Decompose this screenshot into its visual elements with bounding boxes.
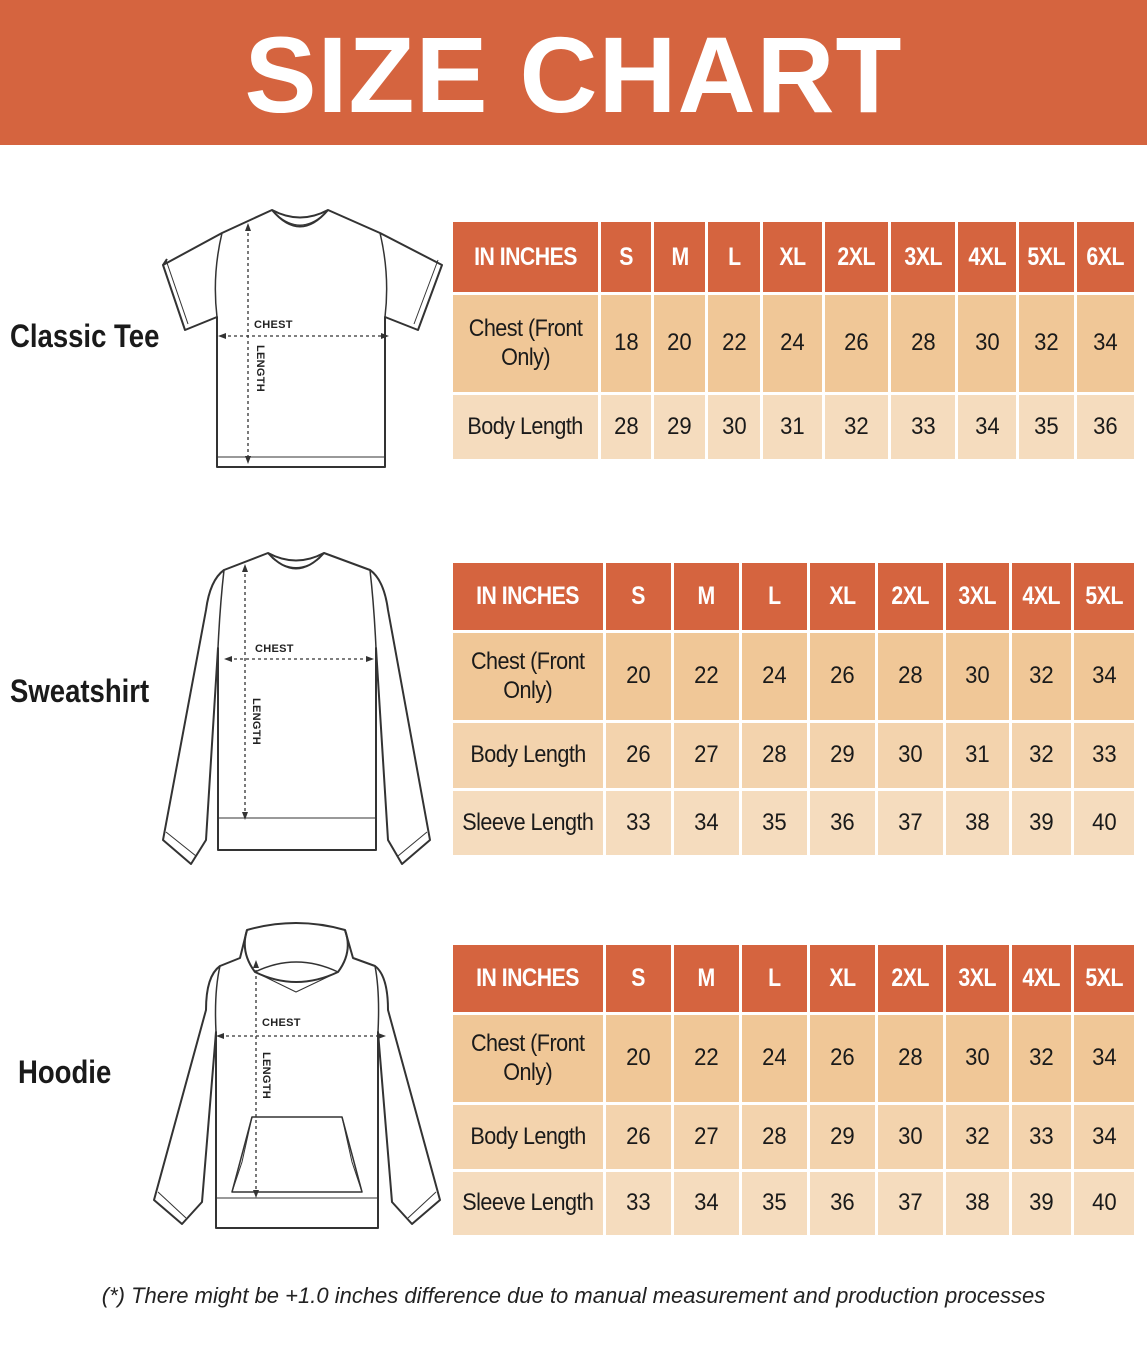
column-header-size: 5XL bbox=[1019, 222, 1073, 292]
table-cell: 34 bbox=[674, 1172, 739, 1235]
table-cell: 34 bbox=[1074, 1105, 1134, 1169]
table-cell: 38 bbox=[946, 791, 1009, 855]
column-header-size: XL bbox=[810, 563, 875, 630]
table-cell: 33 bbox=[606, 1172, 671, 1235]
length-label: LENGTH bbox=[254, 345, 266, 393]
table-cell: 22 bbox=[674, 1015, 739, 1102]
table-cell: 28 bbox=[601, 395, 651, 459]
table-cell: 36 bbox=[810, 1172, 875, 1235]
table-cell: 36 bbox=[1077, 395, 1135, 459]
table-cell: 20 bbox=[606, 1015, 671, 1102]
table-cell: 30 bbox=[878, 723, 943, 788]
table-header-row bbox=[453, 563, 1134, 630]
table-cell: 34 bbox=[958, 395, 1016, 459]
column-header-size: L bbox=[742, 945, 807, 1012]
row-label: Sleeve Length bbox=[453, 1172, 603, 1235]
column-header-size: S bbox=[606, 945, 671, 1012]
table-cell: 26 bbox=[810, 1015, 875, 1102]
table-cell: 24 bbox=[742, 1015, 807, 1102]
table-row bbox=[453, 1172, 1134, 1235]
column-header-size: 5XL bbox=[1074, 945, 1134, 1012]
sweatshirt-size-table bbox=[450, 560, 1137, 858]
table-cell: 18 bbox=[601, 295, 651, 392]
table-cell: 30 bbox=[946, 1015, 1009, 1102]
column-header-unit: IN INCHES bbox=[453, 563, 603, 630]
column-header-size: M bbox=[674, 945, 739, 1012]
table-row bbox=[453, 633, 1134, 720]
length-label: LENGTH bbox=[260, 1052, 272, 1100]
column-header-size: L bbox=[742, 563, 807, 630]
column-header-size: S bbox=[601, 222, 651, 292]
table-cell: 32 bbox=[1012, 1015, 1071, 1102]
table-cell: 30 bbox=[958, 295, 1016, 392]
table-cell: 26 bbox=[606, 723, 671, 788]
table-cell: 24 bbox=[742, 633, 807, 720]
table-cell: 38 bbox=[946, 1172, 1009, 1235]
column-header-size: XL bbox=[763, 222, 821, 292]
table-cell: 22 bbox=[708, 295, 760, 392]
table-cell: 30 bbox=[878, 1105, 943, 1169]
table-row bbox=[453, 295, 1134, 392]
classic-tee-size-table bbox=[450, 219, 1137, 462]
table-row bbox=[453, 791, 1134, 855]
table-cell: 26 bbox=[825, 295, 888, 392]
table-cell: 27 bbox=[674, 1105, 739, 1169]
table-cell: 26 bbox=[810, 633, 875, 720]
column-header-size: 5XL bbox=[1074, 563, 1134, 630]
column-header-size: 6XL bbox=[1077, 222, 1135, 292]
column-header-size: L bbox=[708, 222, 760, 292]
row-label: Sleeve Length bbox=[453, 791, 603, 855]
column-header-size: 2XL bbox=[825, 222, 888, 292]
row-label: Chest (Front Only) bbox=[453, 1015, 603, 1102]
hoodie-size-table bbox=[450, 942, 1137, 1238]
table-cell: 28 bbox=[878, 633, 943, 720]
column-header-size: S bbox=[606, 563, 671, 630]
column-header-size: M bbox=[654, 222, 704, 292]
table-cell: 36 bbox=[810, 791, 875, 855]
table-cell: 33 bbox=[1012, 1105, 1071, 1169]
table-row bbox=[453, 395, 1134, 459]
table-cell: 20 bbox=[606, 633, 671, 720]
column-header-size: 3XL bbox=[891, 222, 954, 292]
column-header-size: 2XL bbox=[878, 945, 943, 1012]
table-cell: 32 bbox=[825, 395, 888, 459]
table-cell: 34 bbox=[1074, 1015, 1134, 1102]
table-cell: 31 bbox=[763, 395, 821, 459]
table-cell: 29 bbox=[810, 723, 875, 788]
table-cell: 26 bbox=[606, 1105, 671, 1169]
table-cell: 24 bbox=[763, 295, 821, 392]
column-header-size: 4XL bbox=[1012, 945, 1071, 1012]
table-cell: 28 bbox=[891, 295, 954, 392]
table-cell: 28 bbox=[742, 723, 807, 788]
column-header-unit: IN INCHES bbox=[453, 222, 598, 292]
table-cell: 29 bbox=[810, 1105, 875, 1169]
table-row bbox=[453, 1105, 1134, 1169]
column-header-size: 4XL bbox=[958, 222, 1016, 292]
table-cell: 20 bbox=[654, 295, 704, 392]
table-cell: 33 bbox=[891, 395, 954, 459]
table-cell: 28 bbox=[878, 1015, 943, 1102]
table-cell: 34 bbox=[1074, 633, 1134, 720]
row-label: Body Length bbox=[453, 1105, 603, 1169]
table-cell: 33 bbox=[1074, 723, 1134, 788]
product-name-classic-tee: Classic Tee bbox=[10, 318, 160, 354]
chest-label: CHEST bbox=[255, 643, 294, 655]
table-cell: 32 bbox=[1019, 295, 1073, 392]
table-header-row bbox=[453, 945, 1134, 1012]
product-name-hoodie: Hoodie bbox=[18, 1054, 112, 1090]
table-cell: 37 bbox=[878, 1172, 943, 1235]
column-header-size: M bbox=[674, 563, 739, 630]
table-cell: 31 bbox=[946, 723, 1009, 788]
table-cell: 22 bbox=[674, 633, 739, 720]
table-cell: 28 bbox=[742, 1105, 807, 1169]
row-label: Body Length bbox=[453, 723, 603, 788]
column-header-size: 3XL bbox=[946, 945, 1009, 1012]
chest-label: CHEST bbox=[254, 319, 293, 331]
table-cell: 34 bbox=[1077, 295, 1135, 392]
row-label: Body Length bbox=[453, 395, 598, 459]
table-cell: 32 bbox=[946, 1105, 1009, 1169]
table-row bbox=[453, 723, 1134, 788]
table-cell: 35 bbox=[742, 791, 807, 855]
table-cell: 30 bbox=[946, 633, 1009, 720]
table-cell: 39 bbox=[1012, 1172, 1071, 1235]
table-cell: 40 bbox=[1074, 791, 1134, 855]
table-cell: 37 bbox=[878, 791, 943, 855]
table-cell: 27 bbox=[674, 723, 739, 788]
column-header-unit: IN INCHES bbox=[453, 945, 603, 1012]
table-cell: 30 bbox=[708, 395, 760, 459]
column-header-size: 4XL bbox=[1012, 563, 1071, 630]
table-cell: 35 bbox=[1019, 395, 1073, 459]
table-cell: 40 bbox=[1074, 1172, 1134, 1235]
table-cell: 35 bbox=[742, 1172, 807, 1235]
length-label: LENGTH bbox=[250, 698, 262, 746]
sweatshirt-icon bbox=[158, 550, 438, 868]
column-header-size: 3XL bbox=[946, 563, 1009, 630]
footnote: (*) There might be +1.0 inches difference due to manual measurement and production processes bbox=[101, 1283, 1046, 1308]
table-cell: 34 bbox=[674, 791, 739, 855]
t-shirt-icon bbox=[160, 205, 445, 470]
row-label: Chest (Front Only) bbox=[453, 633, 603, 720]
chest-label: CHEST bbox=[262, 1017, 301, 1029]
table-cell: 33 bbox=[606, 791, 671, 855]
row-label: Chest (Front Only) bbox=[453, 295, 598, 392]
table-cell: 39 bbox=[1012, 791, 1071, 855]
product-name-sweatshirt: Sweatshirt bbox=[10, 673, 150, 709]
hoodie-icon bbox=[150, 922, 445, 1232]
table-header-row bbox=[453, 222, 1134, 292]
column-header-size: XL bbox=[810, 945, 875, 1012]
header-banner bbox=[0, 0, 1147, 145]
page-title: SIZE CHART bbox=[244, 13, 903, 135]
column-header-size: 2XL bbox=[878, 563, 943, 630]
table-row bbox=[453, 1015, 1134, 1102]
table-cell: 32 bbox=[1012, 633, 1071, 720]
table-cell: 32 bbox=[1012, 723, 1071, 788]
table-cell: 29 bbox=[654, 395, 704, 459]
